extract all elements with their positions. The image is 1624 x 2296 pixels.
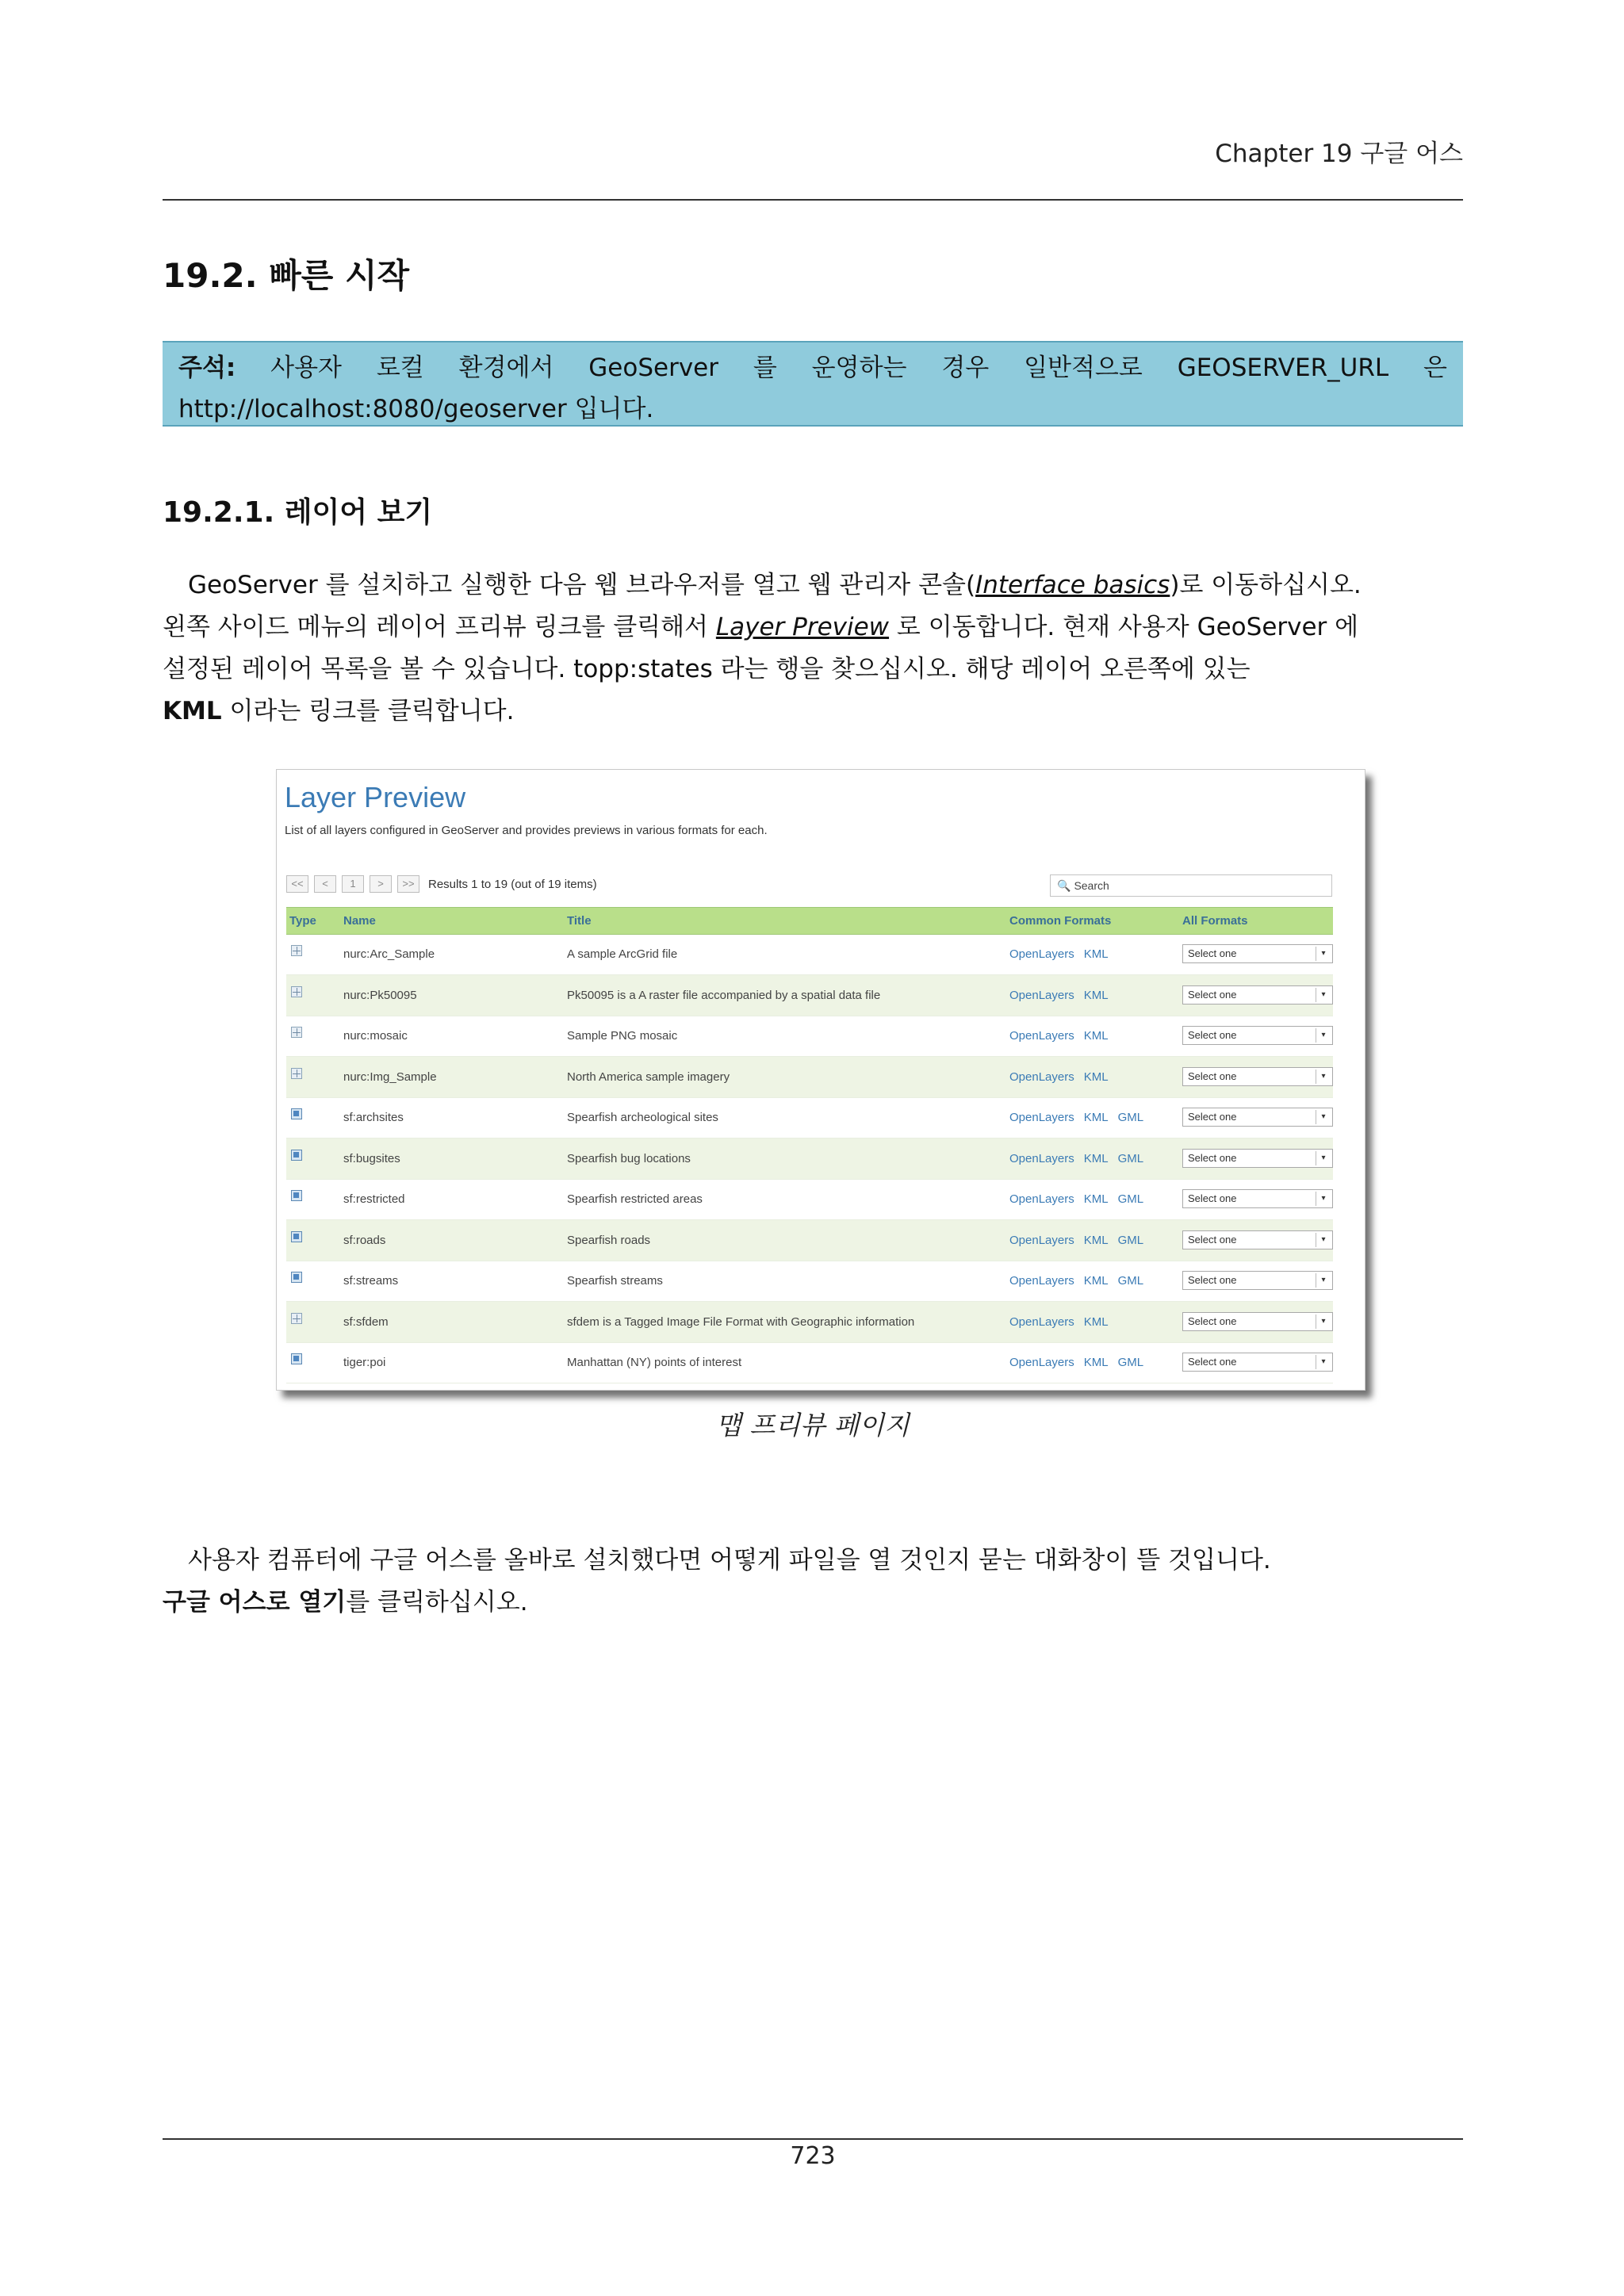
gml-link[interactable]: GML — [1117, 1274, 1144, 1288]
layer-title: Spearfish roads — [567, 1233, 651, 1247]
chevron-down-icon: ▾ — [1316, 1192, 1331, 1206]
table-row — [286, 1016, 1333, 1057]
note-word: GEOSERVER_URL — [1177, 354, 1389, 382]
layer-name: sf:archsites — [343, 1111, 404, 1124]
kml-link[interactable]: KML — [1083, 988, 1109, 1002]
layer-name: nurc:Arc_Sample — [343, 947, 435, 961]
layer-title: Sample PNG mosaic — [567, 1029, 678, 1043]
note-line-2: http://localhost:8080/geoserver 입니다. — [178, 395, 654, 423]
openlayers-link[interactable]: OpenLayers — [1009, 988, 1074, 1002]
openlayers-link[interactable]: OpenLayers — [1009, 1274, 1074, 1288]
table-row — [286, 1057, 1333, 1098]
page-number-button[interactable]: 1 — [342, 875, 364, 893]
layer-name: sf:sfdem — [343, 1314, 389, 1329]
layer-title: Spearfish archeological sites — [567, 1111, 718, 1124]
chevron-down-icon: ▾ — [1316, 1151, 1331, 1165]
search-icon: 🔍 — [1057, 879, 1071, 892]
paragraph-2-line-2 — [163, 1582, 1463, 1624]
para1-line2-pre: 왼쪽 사이드 메뉴의 레이어 프리뷰 링크를 클릭해서 — [163, 613, 708, 641]
search-label: Search — [1074, 879, 1109, 892]
table-row — [286, 1097, 1333, 1138]
footer-rule — [163, 2138, 1463, 2140]
all-formats-select[interactable] — [1182, 1312, 1333, 1331]
note-line-1 — [178, 347, 1447, 388]
openlayers-link[interactable]: OpenLayers — [1009, 1314, 1074, 1329]
all-formats-select[interactable] — [1182, 944, 1333, 963]
header-rule — [163, 199, 1463, 201]
raster-layer-icon — [291, 1068, 304, 1081]
kml-link[interactable]: KML — [1083, 1151, 1109, 1165]
note-word: 운영하는 — [811, 354, 907, 382]
common-formats — [1009, 1234, 1153, 1247]
gml-link[interactable]: GML — [1117, 1111, 1144, 1124]
table-row — [286, 1302, 1333, 1343]
para2-line2-post: 를 클릭하십시오. — [346, 1588, 528, 1617]
all-formats-select[interactable] — [1182, 985, 1333, 1004]
openlayers-link[interactable]: OpenLayers — [1009, 947, 1074, 961]
prev-page-button[interactable]: < — [314, 875, 336, 893]
chevron-down-icon: ▾ — [1316, 1314, 1331, 1329]
paragraph-1-line-3: 설정된 레이어 목록을 볼 수 있습니다. topp:states 라는 행을 찾으십시오. 해당 레이어 오른쪽에 있는 — [163, 655, 1251, 683]
layer-title: Spearfish restricted areas — [567, 1192, 703, 1206]
figure-caption: 맵 프리뷰 페이지 — [715, 1410, 910, 1441]
select-value: Select one — [1188, 1151, 1237, 1164]
table-row — [286, 1220, 1333, 1261]
note-word: GeoServer — [588, 354, 718, 382]
chevron-down-icon: ▾ — [1316, 1273, 1331, 1288]
openlayers-link[interactable]: OpenLayers — [1009, 1111, 1074, 1124]
all-formats-select[interactable] — [1182, 1189, 1333, 1208]
vector-layer-icon — [291, 1272, 304, 1284]
para1-line1-post: )로 이동하십시오. — [1170, 571, 1362, 599]
common-formats — [1009, 1029, 1118, 1043]
layer-name: nurc:mosaic — [343, 1029, 408, 1043]
search-input[interactable] — [1050, 874, 1332, 897]
paragraph-2-line-1: 사용자 컴퓨터에 구글 어스를 올바로 설치했다면 어떻게 파일을 열 것인지 묻는 대화창이 뜰 것입니다. — [188, 1546, 1271, 1575]
chevron-down-icon: ▾ — [1316, 1355, 1331, 1369]
select-value: Select one — [1188, 1314, 1237, 1327]
layer-preview-description: List of all layers configured in GeoServer and provides previews in various formats for each. — [285, 824, 768, 837]
common-formats — [1009, 1274, 1153, 1288]
openlayers-link[interactable]: OpenLayers — [1009, 1070, 1074, 1084]
gml-link[interactable]: GML — [1117, 1233, 1144, 1247]
layer-name: sf:bugsites — [343, 1151, 400, 1165]
next-page-button[interactable]: > — [370, 875, 392, 893]
raster-layer-icon — [291, 945, 304, 958]
chevron-down-icon: ▾ — [1316, 1233, 1331, 1247]
note-word: 은 — [1423, 354, 1447, 382]
kml-link[interactable]: KML — [1083, 1070, 1109, 1084]
interface-basics-link[interactable]: Interface basics — [975, 571, 1170, 599]
openlayers-link[interactable]: OpenLayers — [1009, 1233, 1074, 1247]
common-formats — [1009, 1152, 1153, 1165]
kml-link[interactable]: KML — [1083, 1274, 1109, 1288]
raster-layer-icon — [291, 1313, 304, 1326]
all-formats-select[interactable] — [1182, 1353, 1333, 1372]
column-header-common-formats: Common Formats — [1009, 914, 1112, 928]
table-header — [286, 907, 1333, 935]
table-row — [286, 1342, 1333, 1383]
layer-title: Spearfish bug locations — [567, 1151, 691, 1165]
select-value: Select one — [1188, 1070, 1237, 1082]
layer-title: North America sample imagery — [567, 1070, 730, 1084]
para1-line1-pre: GeoServer 를 설치하고 실행한 다음 웹 브라우저를 열고 웹 관리자 콘솔( — [188, 571, 976, 599]
table-row — [286, 934, 1333, 975]
chevron-down-icon: ▾ — [1316, 1028, 1331, 1043]
common-formats — [1009, 1356, 1153, 1369]
kml-link[interactable]: KML — [1083, 1233, 1109, 1247]
select-value: Select one — [1188, 1192, 1237, 1204]
vector-layer-icon — [291, 1190, 304, 1203]
column-header-title[interactable]: Title — [567, 914, 592, 928]
select-value: Select one — [1188, 947, 1237, 959]
note-label: 주석: — [178, 354, 236, 382]
table-row — [286, 1261, 1333, 1302]
layer-name: nurc:Pk50095 — [343, 988, 417, 1002]
note-word: 로컬 — [376, 354, 424, 382]
layer-title: Spearfish streams — [567, 1274, 663, 1288]
kml-link[interactable]: KML — [1083, 1314, 1109, 1329]
layer-name: sf:roads — [343, 1233, 386, 1247]
raster-layer-icon — [291, 1027, 304, 1039]
all-formats-select[interactable] — [1182, 1230, 1333, 1249]
layer-preview-link[interactable]: Layer Preview — [715, 613, 890, 641]
paragraph-1-line-4 — [163, 691, 1463, 733]
layer-title: sfdem is a Tagged Image File Format with Geographic information — [567, 1314, 915, 1329]
kml-link[interactable]: KML — [1083, 1111, 1109, 1124]
kml-link[interactable]: KML — [1083, 1356, 1109, 1369]
all-formats-select[interactable] — [1182, 1108, 1333, 1127]
select-value: Select one — [1188, 1356, 1237, 1368]
openlayers-link[interactable]: OpenLayers — [1009, 1192, 1074, 1206]
paragraph-2 — [163, 1540, 1463, 1624]
note-word: 환경에서 — [458, 354, 554, 382]
para1-line2-post: 로 이동합니다. 현재 사용자 GeoServer 에 — [896, 613, 1359, 641]
open-with-google-earth-term: 구글 어스로 열기 — [163, 1588, 347, 1617]
kml-link[interactable]: KML — [1083, 1029, 1109, 1043]
all-formats-select[interactable] — [1182, 1149, 1333, 1168]
chevron-down-icon: ▾ — [1316, 1070, 1331, 1084]
layer-preview-title: Layer Preview — [285, 781, 466, 813]
note-word: 를 — [753, 354, 777, 382]
chevron-down-icon: ▾ — [1316, 988, 1331, 1002]
column-header-all-formats: All Formats — [1182, 914, 1248, 928]
section-title: 19.2. 빠른 시작 — [163, 256, 410, 295]
gml-link[interactable]: GML — [1117, 1356, 1144, 1369]
layer-title: A sample ArcGrid file — [567, 947, 678, 961]
common-formats — [1009, 989, 1118, 1002]
common-formats — [1009, 947, 1118, 961]
openlayers-link[interactable]: OpenLayers — [1009, 1151, 1074, 1165]
vector-layer-icon — [291, 1108, 304, 1121]
paragraph-1-line-1 — [163, 564, 1463, 607]
gml-link[interactable]: GML — [1117, 1151, 1144, 1165]
all-formats-select[interactable] — [1182, 1026, 1333, 1045]
select-value: Select one — [1188, 1029, 1237, 1041]
note-box — [163, 341, 1463, 427]
note-word: 사용자 — [270, 354, 342, 382]
table-row — [286, 975, 1333, 1016]
vector-layer-icon — [291, 1150, 304, 1162]
layer-name: nurc:Img_Sample — [343, 1070, 437, 1084]
layer-name: tiger:poi — [343, 1356, 386, 1369]
layer-name: sf:restricted — [343, 1192, 405, 1206]
table-row — [286, 1138, 1333, 1180]
select-value: Select one — [1188, 1274, 1237, 1286]
vector-layer-icon — [291, 1231, 304, 1244]
page-number: 723 — [790, 2142, 836, 2170]
table-row — [286, 1179, 1333, 1220]
vector-layer-icon — [291, 1353, 304, 1366]
note-word: 일반적으로 — [1024, 354, 1143, 382]
select-value: Select one — [1188, 1111, 1237, 1123]
note-word: 경우 — [941, 354, 990, 382]
column-header-type[interactable]: Type — [289, 914, 316, 928]
all-formats-select[interactable] — [1182, 1067, 1333, 1086]
layer-title: Manhattan (NY) points of interest — [567, 1356, 742, 1369]
kml-link[interactable]: KML — [1083, 947, 1109, 961]
openlayers-link[interactable]: OpenLayers — [1009, 1029, 1074, 1043]
layer-preview-screenshot — [276, 769, 1365, 1391]
chevron-down-icon: ▾ — [1316, 1110, 1331, 1124]
results-count: Results 1 to 19 (out of 19 items) — [428, 877, 597, 891]
subsection-title: 19.2.1. 레이어 보기 — [163, 496, 433, 529]
select-value: Select one — [1188, 1233, 1237, 1246]
common-formats — [1009, 1315, 1118, 1329]
pager — [286, 875, 597, 893]
column-header-name[interactable]: Name — [343, 914, 376, 928]
paragraph-1 — [163, 564, 1463, 733]
paragraph-1-line-2 — [163, 607, 1463, 649]
common-formats — [1009, 1192, 1153, 1206]
raster-layer-icon — [291, 986, 304, 999]
kml-link[interactable]: KML — [1083, 1192, 1109, 1206]
gml-link[interactable]: GML — [1117, 1192, 1144, 1206]
openlayers-link[interactable]: OpenLayers — [1009, 1356, 1074, 1369]
layer-title: Pk50095 is a A raster file accompanied by a spatial data file — [567, 988, 881, 1002]
kml-term: KML — [163, 697, 222, 725]
layer-name: sf:streams — [343, 1274, 399, 1288]
common-formats — [1009, 1070, 1118, 1084]
select-value: Select one — [1188, 988, 1237, 1001]
last-page-button[interactable]: >> — [397, 875, 419, 893]
para1-line4-post: 이라는 링크를 클릭합니다. — [221, 697, 515, 725]
chevron-down-icon: ▾ — [1316, 947, 1331, 961]
all-formats-select[interactable] — [1182, 1271, 1333, 1290]
common-formats — [1009, 1111, 1153, 1124]
first-page-button[interactable]: << — [286, 875, 308, 893]
running-header: Chapter 19 구글 어스 — [1215, 140, 1463, 168]
